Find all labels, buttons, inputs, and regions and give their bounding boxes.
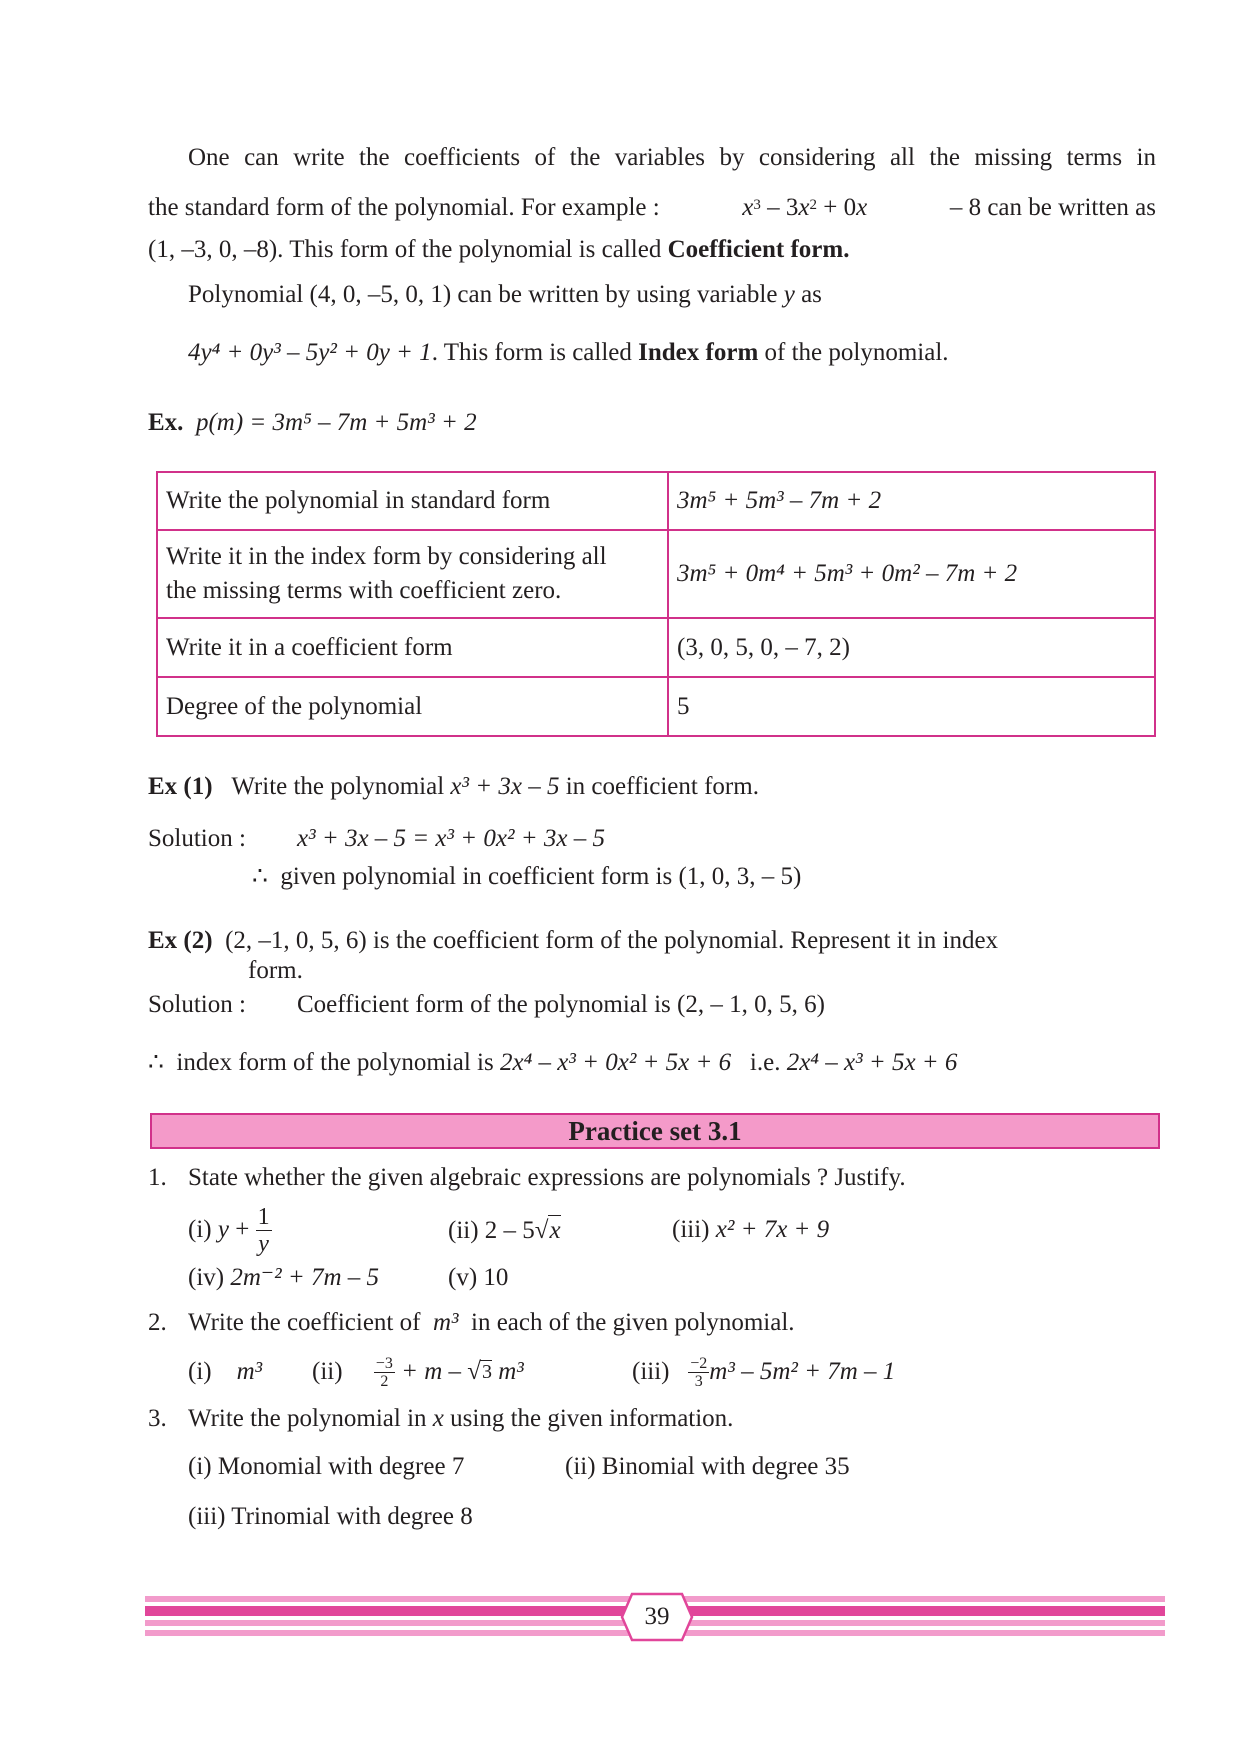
table-cell-result: 3m⁵ + 5m³ – 7m + 2 xyxy=(668,472,1155,530)
ex1-solution-label: Solution : xyxy=(148,825,246,852)
radical-sign: √ xyxy=(467,1358,481,1385)
ex1-label: Ex (1) xyxy=(148,773,213,800)
q3-text: Write the polynomial in x using the given information. xyxy=(188,1405,734,1432)
q3-option-iii: (iii) Trinomial with degree 8 xyxy=(188,1503,473,1530)
ex2-solution-line-1: Coefficient form of the polynomial is (2, – 1, 0, 5, 6) xyxy=(297,991,825,1018)
intro-line-4: Polynomial (4, 0, –5, 0, 1) can be written by using variable y as xyxy=(188,281,822,308)
ex1-solution-expression: x³ + 3x – 5 = x³ + 0x² + 3x – 5 xyxy=(297,825,605,852)
page-number: 39 xyxy=(644,1603,670,1630)
table-cell-step: Degree of the polynomial xyxy=(157,677,668,736)
q3-number: 3. xyxy=(148,1405,167,1432)
intro-line-2 xyxy=(148,193,1156,223)
therefore-symbol: ∴ xyxy=(252,863,268,890)
ex2-question: Ex (2) (2, –1, 0, 5, 6) is the coefficient form of the polynomial. Represent it in index xyxy=(148,927,999,954)
intro-line-2-end: – 8 can be written as xyxy=(949,194,1156,221)
table-cell-result: 3m⁵ + 0m⁴ + 5m³ + 0m² – 7m + 2 xyxy=(668,530,1155,618)
fraction: $\frac{1}{y}$ xyxy=(257,1203,270,1257)
table-cell-step: Write it in a coefficient form xyxy=(157,618,668,677)
table-cell-step: Write it in the index form by considering all the missing terms with coefficient zero. xyxy=(157,530,668,618)
q1-option-iv: (iv) 2m⁻² + 7m – 5 xyxy=(188,1264,380,1291)
q3-option-ii: (ii) Binomial with degree 35 xyxy=(565,1453,850,1480)
ex2-question-cont: form. xyxy=(248,957,303,984)
example-expression: p(m) = 3m⁵ – 7m + 5m³ + 2 xyxy=(195,409,477,436)
ex2-solution-line-2: ∴ index form of the polynomial is 2x⁴ – x³ + 0x² + 5x + 6 i.e. 2x⁴ – x³ + 5x + 6 xyxy=(148,1049,958,1076)
therefore-symbol: ∴ xyxy=(148,1049,164,1076)
coefficient-form-term: Coefficient form. xyxy=(667,236,850,263)
practice-set-heading: Practice set 3.1 xyxy=(150,1113,1160,1149)
q1-option-i: (i) y + $\frac{1}{y}$ xyxy=(188,1203,270,1257)
intro-line-3: (1, –3, 0, –8). This form of the polynomial is called Coefficient form. xyxy=(148,236,850,263)
table-row xyxy=(157,618,1155,677)
table-cell-step: Write the polynomial in standard form xyxy=(157,472,668,530)
fraction: $\frac{-2}{3}$ xyxy=(690,1354,708,1390)
q2-text: Write the coefficient of m³ in each of the given polynomial. xyxy=(188,1309,795,1336)
fraction: $\frac{-3}{2}$ xyxy=(375,1354,393,1390)
radicand: 3 xyxy=(482,1361,492,1383)
table-cell-result: (3, 0, 5, 0, – 7, 2) xyxy=(668,618,1155,677)
radical-sign: √ xyxy=(534,1217,549,1244)
q1-text: State whether the given algebraic expressions are polynomials ? Justify. xyxy=(188,1164,906,1191)
ex1-question: Ex (1) Write the polynomial x³ + 3x – 5 in coefficient form. xyxy=(148,773,759,800)
q1-option-ii: (ii) 2 – 5√x xyxy=(448,1217,561,1244)
intro-line-5: 4y⁴ + 0y³ – 5y² + 0y + 1. This form is called Index form of the polynomial. xyxy=(188,339,949,366)
intro-line-1: One can write the coefficients of the variables by considering all the missing terms in xyxy=(188,144,1156,171)
ex2-label: Ex (2) xyxy=(148,927,213,954)
q2-option-ii: (ii) $\frac{-3}{2}$ + m – √ 3 m³ xyxy=(312,1354,524,1390)
table-row xyxy=(157,677,1155,736)
q1-option-iii: (iii) x² + 7x + 9 xyxy=(672,1216,830,1243)
index-form-term: Index form xyxy=(638,339,759,366)
intro-line-2-text: the standard form of the polynomial. For example : xyxy=(148,194,660,221)
q2-number: 2. xyxy=(148,1309,167,1336)
radicand: x xyxy=(549,1217,561,1244)
q1-number: 1. xyxy=(148,1164,167,1191)
ex1-therefore-line: ∴ given polynomial in coefficient form is (1, 0, 3, – 5) xyxy=(252,863,802,890)
q3-option-i: (i) Monomial with degree 7 xyxy=(188,1453,465,1480)
intro-line-2-expr: $x^3 - 3x^2 + 0x$ xyxy=(742,194,868,221)
q2-option-i: (i) m³ xyxy=(188,1358,263,1385)
q1-option-v: (v) 10 xyxy=(448,1264,509,1291)
example-heading: Ex. p(m) = 3m⁵ – 7m + 5m³ + 2 xyxy=(148,409,477,436)
table-row xyxy=(157,472,1155,530)
q2-option-iii: (iii) $\frac{-2}{3}$ m³ – 5m² + 7m – 1 xyxy=(632,1354,896,1390)
table-cell-result: 5 xyxy=(668,677,1155,736)
index-form-expression: 4y⁴ + 0y³ – 5y² + 0y + 1 xyxy=(188,339,432,366)
polynomial-forms-table xyxy=(156,471,1156,737)
ex2-solution-label: Solution : xyxy=(148,991,246,1018)
table-row xyxy=(157,530,1155,618)
